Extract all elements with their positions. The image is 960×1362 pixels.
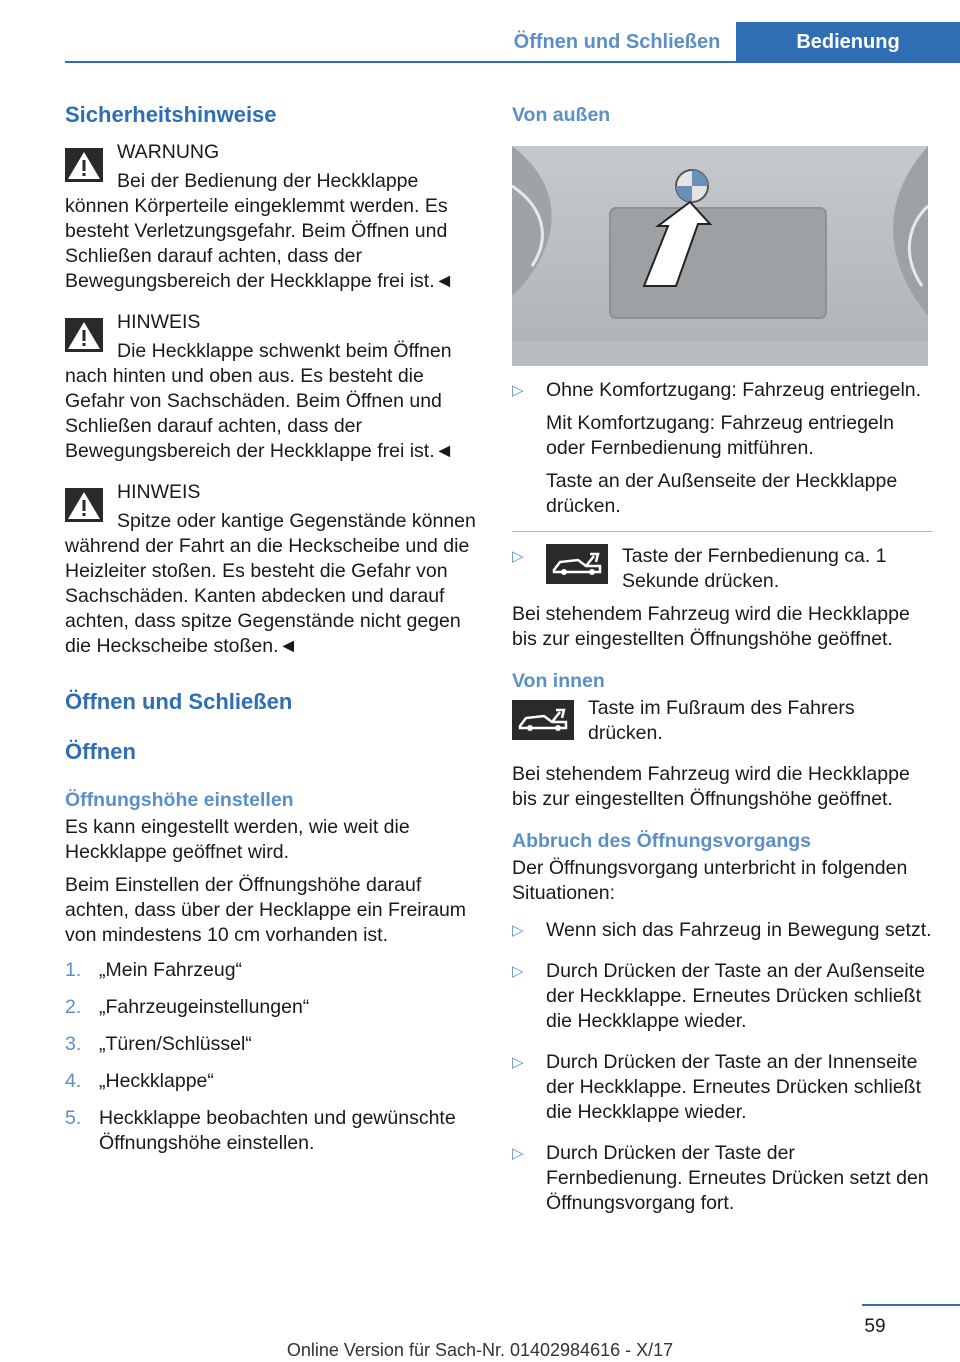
list-item-text: ▷ Taste der Fernbedienung ca. 1 Sekunde drücken.	[622, 545, 887, 592]
abort-list	[512, 918, 932, 1216]
notice-text: Spitze oder kantige Gegenstände können während der Fahrt an die Heckscheibe und die Heizleiter stoßen. Es besteht die Gefahr von Sachschäden. Kanten abdecken und darauf achten, dass spitze Gegenstände nicht gegen die Heckscheibe stoßen.◄	[65, 510, 476, 657]
list-item-text: Taste an der Außenseite der Heckklappe drücken.	[546, 470, 898, 517]
list-item	[65, 958, 480, 983]
inside-result: Bei stehendem Fahrzeug wird die Heckklappe bis zur eingestellten Öffnungshöhe geöffnet.	[512, 763, 910, 810]
step-number: 1.	[65, 959, 82, 981]
page-number: 59	[864, 1316, 886, 1337]
list-item	[65, 1106, 480, 1156]
step-number: 2.	[65, 996, 82, 1018]
inside-text: Taste im Fußraum des Fahrers drücken.	[588, 697, 855, 744]
tailgate-key-icon	[546, 544, 608, 584]
online-version-note: Online Version für Sach-Nr. 01402984616 - X/17	[286, 1340, 674, 1360]
abort-intro: Der Öffnungsvorgang unterbricht in folgenden Situationen:	[512, 857, 908, 904]
height-heading: Öffnungshöhe einstellen	[65, 789, 294, 811]
warning-title: WARNUNG	[117, 141, 220, 163]
step-text: „Fahrzeugeinstellungen“	[99, 996, 310, 1018]
warning-triangle-icon	[65, 318, 103, 352]
header-section-title: Öffnen und Schließen	[513, 31, 721, 53]
header-chapter-tab: Bedienung	[736, 22, 960, 62]
tailgate-photo	[512, 146, 928, 366]
outside-list	[512, 378, 932, 519]
list-item-text: Mit Komfortzugang: Fahrzeug entriegeln oder Fernbedienung mitführen.	[546, 412, 894, 459]
notice-text: Die Heckklappe schwenkt beim Öffnen nach hinten und oben aus. Es besteht die Gefahr von Sachschäden. Beim Öffnen und Schließen darauf achten, dass der Bewegungsbereich der Heckklappe frei ist.◄	[65, 340, 454, 462]
warning-triangle-icon	[65, 488, 103, 522]
footer-divider	[862, 1304, 960, 1306]
height-paragraph: Beim Einstellen der Öffnungshöhe darauf achten, dass über der Hecklappe ein Freiraum von mindestens 10 cm vorhanden ist.	[65, 874, 467, 946]
list-item: ▷ Durch Drücken der Taste an der Außenseite der Heckklappe. Erneutes Drücken schließt die Heckklappe wieder.	[512, 959, 932, 1034]
inside-row	[512, 696, 932, 746]
header-divider	[65, 61, 960, 63]
section-heading: Öffnen und Schließen	[65, 689, 293, 714]
inside-heading: Von innen	[512, 670, 605, 692]
list-item: ▷ Wenn sich das Fahrzeug in Bewegung setzt.	[512, 918, 932, 943]
divider	[512, 531, 932, 532]
notice-title: HINWEIS	[117, 481, 201, 503]
open-heading: Öffnen	[65, 739, 136, 764]
step-text: „Heckklappe“	[99, 1070, 214, 1092]
notice-block	[65, 310, 480, 464]
safety-heading: Sicherheitshinweise	[65, 102, 277, 127]
list-item	[512, 378, 932, 519]
abort-heading: Abbruch des Öffnungsvorgangs	[512, 830, 812, 852]
list-item: ▷ Durch Drücken der Taste an der Innenseite der Heckklappe. Erneutes Drücken schließt die Heckklappe wieder.	[512, 1050, 932, 1125]
step-number: 3.	[65, 1033, 82, 1055]
warning-block	[65, 140, 480, 294]
outside-result: Bei stehendem Fahrzeug wird die Heckklappe bis zur eingestellten Öffnungshöhe geöffnet.	[512, 603, 910, 650]
step-number: 4.	[65, 1070, 82, 1092]
list-item	[512, 544, 932, 594]
outside-heading: Von außen	[512, 104, 611, 126]
list-item	[65, 1032, 480, 1057]
warning-triangle-icon	[65, 148, 103, 182]
outside-list	[512, 544, 932, 594]
step-text: „Türen/Schlüssel“	[99, 1033, 252, 1055]
right-column	[512, 100, 932, 1232]
list-item: ▷ Durch Drücken der Taste der Fernbedienung. Erneutes Drücken setzt den Öffnungsvorgang fort.	[512, 1141, 932, 1216]
step-number: 5.	[65, 1107, 82, 1129]
notice-block	[65, 480, 480, 659]
left-column	[65, 100, 480, 1168]
list-item-text: Ohne Komfortzugang: Fahrzeug entriegeln.	[546, 379, 922, 401]
list-item	[65, 1069, 480, 1094]
notice-title: HINWEIS	[117, 311, 201, 333]
steps-list	[65, 958, 480, 1156]
warning-text: Bei der Bedienung der Heckklappe können Körperteile eingeklemmt werden. Es besteht Verletzungsgefahr. Beim Öffnen und Schließen darauf achten, dass der Bewegungsbereich der Heckklappe frei ist.◄	[65, 170, 454, 292]
tailgate-key-icon	[512, 700, 574, 740]
step-text: „Mein Fahrzeug“	[99, 959, 243, 981]
height-paragraph: Es kann eingestellt werden, wie weit die Heckklappe geöffnet wird.	[65, 816, 410, 863]
list-item	[65, 995, 480, 1020]
step-text: Heckklappe beobachten und gewünschte Öffnungshöhe einstellen.	[99, 1107, 456, 1154]
